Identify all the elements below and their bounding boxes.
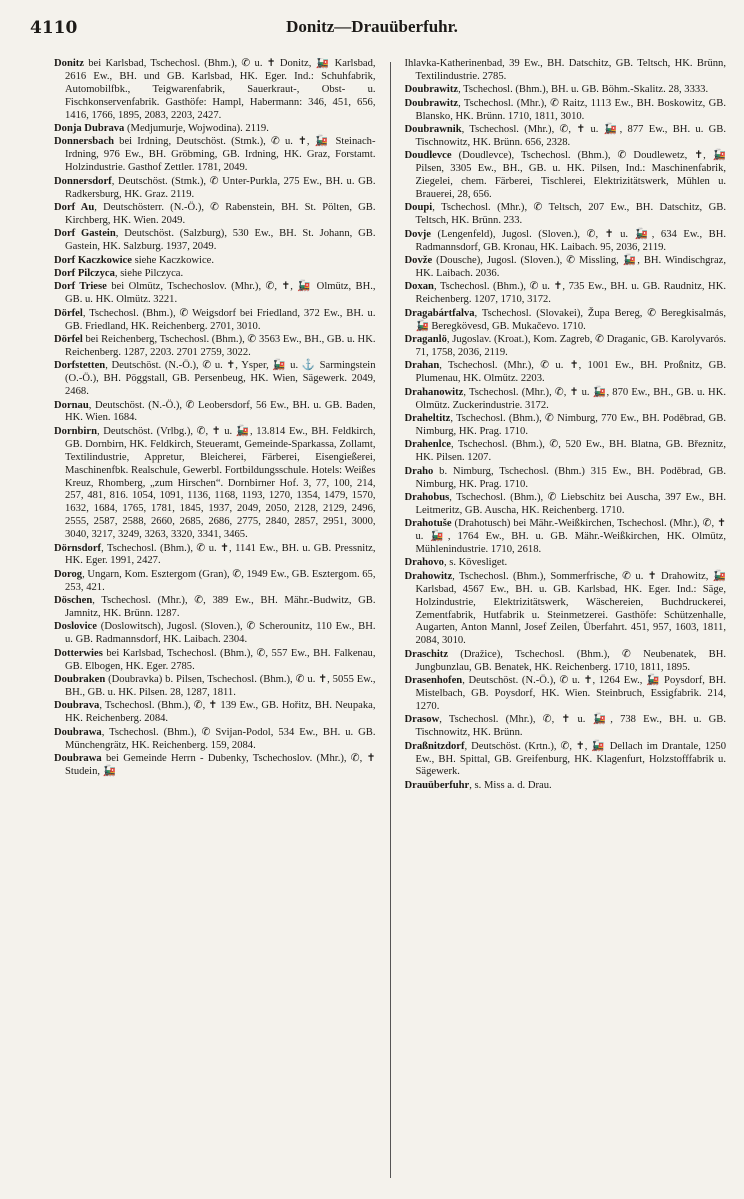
entry-headword: Dorfstetten <box>54 360 106 372</box>
running-head: Donitz—Drauüberfuhr. <box>286 17 458 36</box>
entry-text: , Tschechosl. (Bhm.), Sommerfrische, ✆ u. ✝ Drahowitz, 🚂 Karlsbad, 4567 Ew., BH. u. GB. Karlsbad, HK. Eger. Ind.: Säge, Holzindustrie, Elektrizitätswerk, Wäschereien, Buchdruckerei, Zementfabrik, Hutfabrik u. Steinmetzerei. Gasthöfe: Schützenhalle, Augarten, Anton Mannl, Josef Zeilen, Überfahrt. 451, 957, 1603, 1811, 2084, 3010. <box>415 570 727 647</box>
gazetteer-entry <box>405 649 727 675</box>
gazetteer-entry <box>405 741 727 780</box>
entry-text: bei Irdning, Deutschöst. (Stmk.), ✆ u. ✝, 🚂 Steinach-Irdning, 976 Ew., BH. Gröbming, GB. Irdning, HK. Graz, Forstamt. Holzindustrie. Gasthof Zettler. 1781, 2049. <box>65 136 376 174</box>
entry-text: , Deutschöst. (Stmk.), ✆ Unter-Purkla, 275 Ew., BH. u. GB. Radkersburg, HK. Graz. 2119. <box>65 175 376 200</box>
entry-headword: Drahan <box>404 360 440 372</box>
entry-text: , Tschechosl. (Bhm.), ✆, ✝ 139 Ew., GB. Hořitz, BH. Neupaka, HK. Reichenberg. 2084. <box>65 700 376 725</box>
entry-text: , Deutschösterr. (N.-Ö.), ✆ Rabenstein, BH. St. Pölten, GB. Kirchberg, HK. Wien. 2049. <box>65 201 376 226</box>
entry-headword: Drahobus <box>404 491 450 503</box>
entry-headword: Draheltitz <box>404 412 451 424</box>
gazetteer-entry <box>54 176 376 202</box>
entry-headword: Donja Dubrava <box>54 123 125 135</box>
gazetteer-entry <box>405 84 727 97</box>
entry-headword: Doubrawa <box>54 726 102 738</box>
entry-headword: Dovže <box>404 255 433 267</box>
gazetteer-entry <box>405 780 727 793</box>
gazetteer-entry <box>405 360 727 386</box>
entry-headword: Draßnitzdorf <box>404 740 465 752</box>
gazetteer-entry <box>54 727 376 753</box>
column-divider <box>390 62 391 1178</box>
gazetteer-entry <box>405 229 727 255</box>
gazetteer-entry <box>405 714 727 740</box>
left-column <box>54 58 376 1186</box>
entry-headword: Doubrawa <box>54 753 102 765</box>
entry-headword: Doupi <box>404 202 433 214</box>
entry-text: bei Olmütz, Tschechoslov. (Mhr.), ✆, ✝, 🚂 Olmütz, BH., GB. u. HK. Olmütz. 3221. <box>65 281 376 306</box>
gazetteer-entry <box>54 360 376 399</box>
entry-headword: Dorf Au <box>54 201 95 213</box>
gazetteer-entry <box>54 123 376 136</box>
entry-headword: Dorog <box>54 568 83 580</box>
gazetteer-entry <box>54 621 376 647</box>
entry-text: bei Karlsbad, Tschechosl. (Bhm.), ✆, 557 Ew., BH. Falkenau, GB. Elbogen, HK. Eger. 2785. <box>65 647 376 672</box>
entry-text: , Tschechosl. (Bhm.), ✆ u. ✝, 1141 Ew., BH. u. GB. Pressnitz, HK. Eger. 1991, 2427. <box>65 542 376 567</box>
entry-text: , Tschechosl. (Mhr.), ✆ u. ✝, 1001 Ew., BH. Proßnitz, GB. Plumenau, HK. Olmütz. 2203. <box>415 360 727 385</box>
entry-text: siehe Kaczkowice. <box>131 254 215 266</box>
gazetteer-entry <box>405 571 727 648</box>
entry-text: (Dousche), Jugosl. (Sloven.), ✆ Missling, 🚂, BH. Windischgraz, HK. Laibach. 2036. <box>415 255 727 279</box>
entry-text: , Tschechosl. (Mhr.), ✆, ✝ u. 🚂, 870 Ew., BH., GB. u. HK. Olmütz. Zuckerindustrie. 3172. <box>415 386 727 411</box>
entry-headword: Donitz <box>54 58 85 69</box>
entry-text: , siehe Pilczyca. <box>114 268 184 279</box>
gazetteer-entry <box>54 648 376 674</box>
gazetteer-entry <box>405 413 727 439</box>
gazetteer-entry <box>405 334 727 360</box>
entry-text: , Deutschöst. (N.-Ö.), ✆ u. ✝, Ysper, 🚂 u. ⚓ Sarmingstein (O.-Ö.), BH. Pöggstall, GB. Persenbeug, HK. Wien, Sägewerk. 2049, 2468. <box>65 360 376 398</box>
gazetteer-entry <box>405 150 727 202</box>
entry-headword: Dorf Triese <box>54 281 107 293</box>
entry-headword: Draschitz <box>404 648 449 660</box>
entry-headword: Dovje <box>404 228 431 240</box>
entry-headword: Dörfel <box>54 307 83 319</box>
entry-headword: Dörnsdorf <box>54 542 102 554</box>
gazetteer-entry <box>405 492 727 518</box>
gazetteer-entry <box>405 466 727 492</box>
entry-text: (Lengenfeld), Jugosl. (Sloven.), ✆, ✝ u. 🚂, 634 Ew., BH. Radmannsdorf, GB. Kronau, HK. Laibach. 95, 2036, 2119. <box>415 228 727 253</box>
gazetteer-entry <box>54 426 376 542</box>
entry-text: , Deutschöst. (N.-Ö.), ✆ Leobersdorf, 56 Ew., BH. u. GB. Baden, HK. Wien. 1684. <box>65 399 376 424</box>
entry-text: bei Reichenberg, Tschechosl. (Bhm.), ✆ 3563 Ew., BH., GB. u. HK. Reichenberg. 1287, 2203. 2701 2759, 3022. <box>65 334 376 358</box>
entry-text: , Tschechosl. (Slovakei), Župa Bereg, ✆ Beregkisalmás, 🚂 Beregkövesd, GB. Mukačevo. 1710. <box>415 307 727 332</box>
entry-headword: Dorf Pilczyca <box>54 268 115 279</box>
gazetteer-entry <box>54 700 376 726</box>
gazetteer-entry <box>54 228 376 254</box>
gazetteer-entry <box>405 58 727 84</box>
entry-headword: Doubrawitz <box>404 84 459 96</box>
gazetteer-entry <box>54 136 376 175</box>
entry-text: (Doslowitsch), Jugosl. (Sloven.), ✆ Scherounitz, 110 Ew., BH. u. GB. Radmannsdorf, HK. Laibach. 2304. <box>65 621 376 646</box>
entry-headword: Doubraken <box>54 674 106 686</box>
entry-headword: Dragabártfalva <box>404 307 475 319</box>
gazetteer-entry <box>54 334 376 360</box>
entry-text: , Tschechosl. (Mhr.), ✆ Teltsch, 207 Ew., BH. Datschitz, GB. Teltsch, HK. Brünn. 233. <box>415 202 727 227</box>
gazetteer-entry <box>405 255 727 281</box>
gazetteer-entry <box>405 308 727 334</box>
entry-text: , Tschechosl. (Bhm.), ✆ Svijan-Podol, 534 Ew., BH. u. GB. Münchengrätz, HK. Reichenberg. 159, 2084. <box>65 726 376 751</box>
entry-text: (Doubravka) b. Pilsen, Tschechosl. (Bhm.), ✆ u. ✝, 5055 Ew., BH., GB. u. HK. Pilsen. 28, 1287, 1811. <box>65 674 376 698</box>
gazetteer-entry <box>405 387 727 413</box>
entry-headword: Drahotuše <box>404 518 452 530</box>
entry-headword: Doubrava <box>54 700 100 712</box>
gazetteer-entry <box>54 674 376 700</box>
entry-headword: Doxan <box>404 281 434 293</box>
gazetteer-entry <box>405 675 727 714</box>
right-column <box>405 58 727 1186</box>
gazetteer-columns <box>54 58 726 1186</box>
entry-text: , Deutschöst. (N.-Ö.), ✆ u. ✝, 1264 Ew., 🚂 Poysdorf, BH. Mistelbach, GB. Poysdorf, HK. Wien. Steinbruch, Essigfabrik. 214, 1270. <box>415 675 727 712</box>
gazetteer-entry <box>54 753 376 779</box>
entry-text: , s. Kövesliget. <box>443 557 508 569</box>
gazetteer-entry <box>405 202 727 228</box>
gazetteer-entry <box>54 268 376 281</box>
entry-headword: Donnersbach <box>54 136 115 148</box>
entry-text: , Tschechosl. (Bhm.), ✆ Liebschitz bei Auscha, 397 Ew., BH. Leitmeritz, GB. Auscha, HK. Reichenberg. 1710. <box>415 491 727 516</box>
entry-headword: Dornbirn <box>54 425 97 437</box>
gazetteer-entry <box>405 518 727 557</box>
entry-text: , Tschechosl. (Bhm.), ✆ u. ✝, 735 Ew., BH. u. GB. Raudnitz, HK. Reichenberg. 1207, 1710, 3172. <box>415 281 727 306</box>
gazetteer-entry <box>405 98 727 124</box>
entry-text: , s. Miss a. d. Drau. <box>469 779 552 791</box>
entry-text: (Dražice), Tschechosl. (Bhm.), ✆ Neubenatek, BH. Jungbunzlau, GB. Benatek, HK. Reichenberg. 1710, 1811, 1895. <box>415 648 727 673</box>
entry-headword: Drasenhofen <box>404 675 463 687</box>
entry-text: , Jugoslav. (Kroat.), Kom. Zagreb, ✆ Draganic, GB. Karolyvarós. 71, 1758, 2036, 2119. <box>415 334 727 358</box>
entry-text: , Tschechosl. (Bhm.), ✆ Weigsdorf bei Friedland, 372 Ew., BH. u. GB. Friedland, HK. Reichenberg. 2701, 3010. <box>65 307 376 332</box>
entry-headword: Doubrawitz <box>404 97 459 109</box>
entry-headword: Döschen <box>54 595 93 607</box>
entry-headword: Doslovice <box>54 621 97 633</box>
page-number: 4110 <box>30 18 78 38</box>
entry-text: , Tschechosl. (Mhr.), ✆, 389 Ew., BH. Mähr.-Budwitz, GB. Jamnitz, HK. Brünn. 1287. <box>65 595 376 620</box>
entry-text: bei Karlsbad, Tschechosl. (Bhm.), ✆ u. ✝ Donitz, 🚂 Karlsbad, 2616 Ew., BH. und GB. Karlsbad, HK. Eger. Ind.: Schuhfabrik, Automobilfbk., Teigwarenfabrik, Sauerkraut-, Obst- u. Fischkonservenfabrik. Gasthöfe: Hampl, Habermann: 346, 451, 656, 1416, 1766, 1895, 2083, 2203, 2427. <box>65 58 376 121</box>
entry-text: Ihlavka-Katherinenbad, 39 Ew., BH. Datschitz, GB. Teltsch, HK. Brünn, Textilindustrie. 2785. <box>404 58 727 82</box>
entry-headword: Donnersdorf <box>54 175 112 187</box>
gazetteer-entry <box>405 557 727 570</box>
entry-headword: Drahanowitz <box>404 386 464 398</box>
entry-text: (Doudlevce), Tschechosl. (Bhm.), ✆ Doudlewetz, ✝, 🚂 Pilsen, 3305 Ew., BH., GB. u. HK. Pilsen, Ind.: Maschinenfabrik, Ziegelei, chem. Färberei, Tischlerei, Elektrizitätswerk, Mühlen u. Brauerei, 28, 656. <box>415 150 727 201</box>
gazetteer-entry <box>54 281 376 307</box>
entry-headword: Dorf Kaczkowice <box>54 254 132 266</box>
entry-text: , Tschechosl. (Bhm.), BH. u. GB. Böhm.-Skalitz. 28, 3333. <box>458 84 709 96</box>
entry-text: , Tschechosl. (Mhr.), ✆, ✝ u. 🚂, 877 Ew., BH. u. GB. Tischnowitz, HK. Brünn. 656, 2328. <box>415 124 727 148</box>
entry-headword: Doubrawnik <box>404 124 462 136</box>
entry-text: , Tschechosl. (Mhr.), ✆ Raitz, 1113 Ew., BH. Boskowitz, GB. Blansko, HK. Brünn. 1710, 1811, 3010. <box>415 97 727 122</box>
gazetteer-entry <box>54 308 376 334</box>
entry-headword: Drauüberfuhr <box>404 779 470 791</box>
entry-text: , Deutschöst. (Krtn.), ✆, ✝, 🚂 Dellach im Drantale, 1250 Ew., BH. Spittal, GB. Greifenburg, HK. Klagenfurt, Holzstofffabrik u. Sägewerk. <box>415 740 727 778</box>
gazetteer-entry <box>54 400 376 426</box>
gazetteer-entry <box>54 255 376 268</box>
entry-headword: Draho <box>404 465 434 477</box>
entry-text: (Medjumurje, Wojwodina). 2119. <box>124 123 269 135</box>
entry-text: , Tschechosl. (Bhm.), ✆ Nimburg, 770 Ew., BH. Poděbrad, GB. Nimburg, HK. Prag. 1710. <box>415 412 727 437</box>
entry-text: , Deutschöst. (Salzburg), 530 Ew., BH. St. Johann, GB. Gastein, HK. Salzburg. 1937, 2049. <box>65 228 376 253</box>
entry-text: , Deutschöst. (Vrlbg.), ✆, ✝ u. 🚂, 13.814 Ew., BH. Feldkirch, GB. Dornbirn, HK. Feldkirch, Steueramt, Gemeinde-Sparkassa, Zollamt, Textilindustrie, Appretur, Bleicherei, Färberei, Eisengießerei, Maschinenfbk. Realschule, Gewerbl. Fortbildungsschule. Hotels: Weißes Kreuz, Rhomberg, „zum Hirschen“. Dornbirner Hof. 3, 77, 100, 214, 257, 481, 816. 1054, 1091, 1136, 1168, 1193, 1270, 1354, 1479, 1570, 1632, 1684, 1765, 1781, 1845, 1937, 2049, 2050, 2128, 2129, 2496, 2555, 2587, 2588, 2660, 2685, 2686, 2775, 2840, 2857, 2951, 3000, 3040, 3217, 3249, 3263, 3320, 3341, 3465. <box>65 425 376 541</box>
entry-headword: Drasow <box>404 714 440 726</box>
entry-text: (Drahotusch) bei Mähr.-Weißkirchen, Tschechosl. (Mhr.), ✆, ✝ u. 🚂, 1764 Ew., BH. u. GB. Mähr.-Weißkirchen, HK. Olmütz, Mühlenindustrie. 1710, 2618. <box>415 518 727 556</box>
entry-headword: Dorf Gastein <box>54 228 116 240</box>
gazetteer-entry <box>54 569 376 595</box>
entry-headword: Draganlö <box>404 334 447 346</box>
entry-text: b. Nimburg, Tschechosl. (Bhm.) 315 Ew., BH. Poděbrad, GB. Nimburg, HK. Prag. 1710. <box>415 465 727 490</box>
gazetteer-entry <box>405 124 727 150</box>
entry-text: , Ungarn, Kom. Esztergom (Gran), ✆, 1949 Ew., GB. Esztergom. 65, 253, 421. <box>65 568 376 593</box>
entry-headword: Dörfel <box>54 334 83 346</box>
entry-headword: Drahowitz <box>404 570 453 582</box>
entry-text: , Tschechosl. (Mhr.), ✆, ✝ u. 🚂, 738 Ew., BH. u. GB. Tischnowitz, HK. Brünn. <box>415 714 727 739</box>
gazetteer-entry <box>54 595 376 621</box>
entry-headword: Drahenlce <box>404 439 451 451</box>
gazetteer-entry <box>405 439 727 465</box>
entry-text: , Tschechosl. (Bhm.), ✆, 520 Ew., BH. Blatna, GB. Březnitz, HK. Pilsen. 1207. <box>415 439 727 464</box>
entry-headword: Drahovo <box>404 557 444 569</box>
gazetteer-entry <box>54 58 376 123</box>
entry-headword: Dotterwies <box>54 647 103 659</box>
gazetteer-entry <box>54 543 376 569</box>
gazetteer-entry <box>54 202 376 228</box>
gazetteer-entry <box>405 281 727 307</box>
entry-headword: Doudlevce <box>404 150 452 162</box>
entry-headword: Dornau <box>54 399 89 411</box>
entry-text: bei Gemeinde Herrn - Dubenky, Tschechoslov. (Mhr.), ✆, ✝ Studein, 🚂 <box>65 753 376 777</box>
